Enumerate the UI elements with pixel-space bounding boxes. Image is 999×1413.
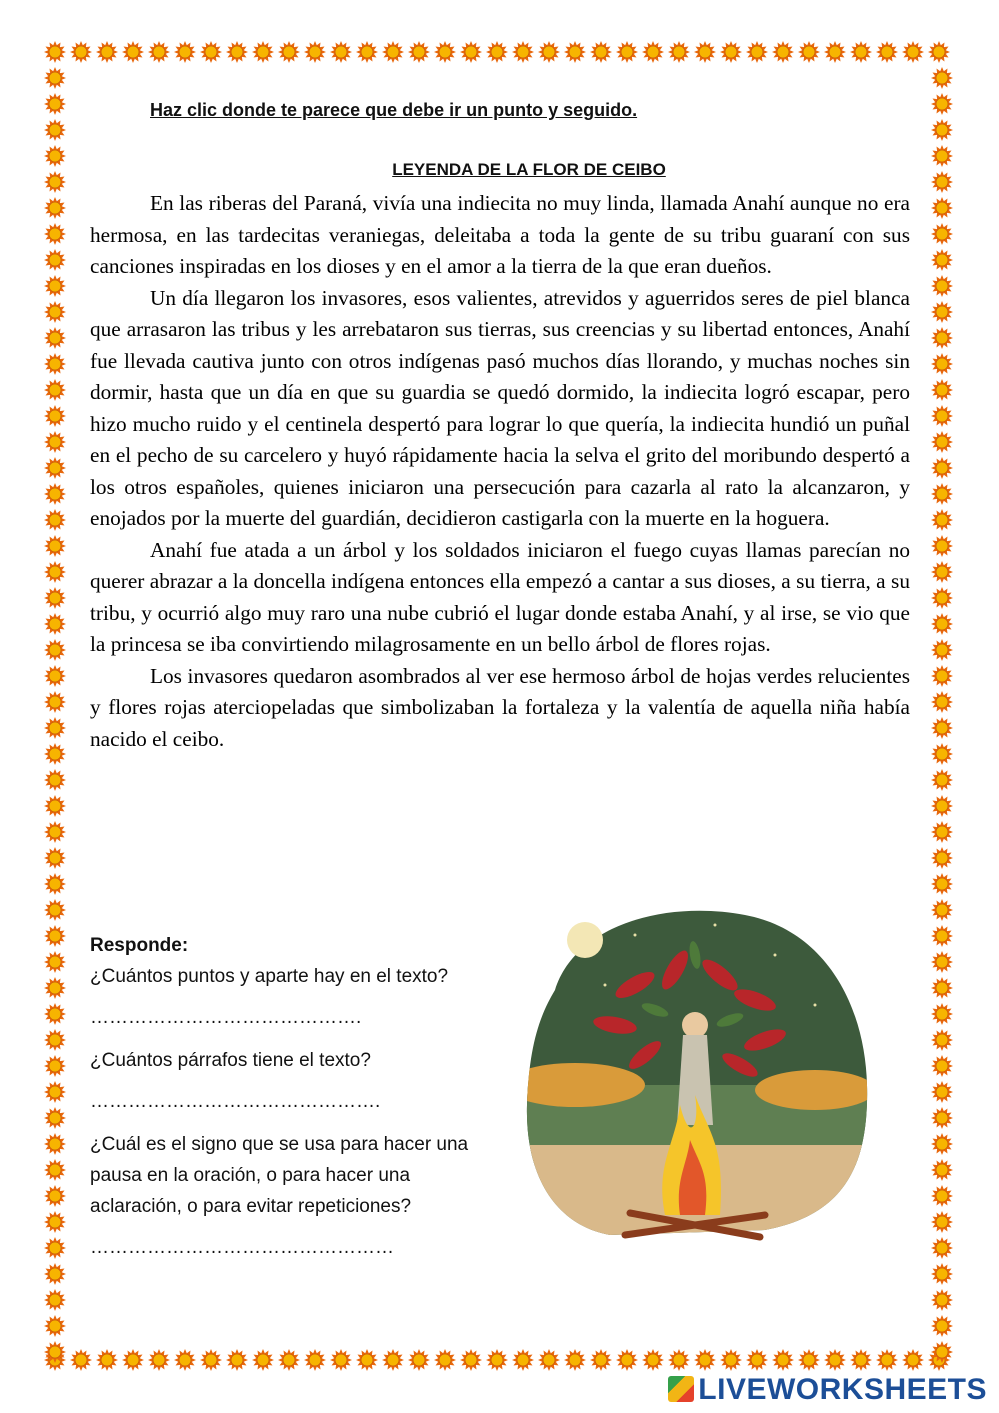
sun-icon: [931, 249, 953, 271]
sun-icon: [460, 41, 482, 63]
sun-icon: [44, 1107, 66, 1129]
liveworksheets-icon: [668, 1376, 694, 1402]
sun-icon: [931, 821, 953, 843]
sun-icon: [931, 119, 953, 141]
sun-icon: [931, 977, 953, 999]
sun-icon: [772, 41, 794, 63]
sun-icon: [931, 769, 953, 791]
sun-icon: [44, 717, 66, 739]
sun-icon: [931, 743, 953, 765]
sun-icon: [720, 41, 742, 63]
sun-icon: [382, 41, 404, 63]
sun-icon: [278, 1349, 300, 1371]
sun-icon: [798, 1349, 820, 1371]
sun-icon: [44, 743, 66, 765]
sun-icon: [931, 1003, 953, 1025]
liveworksheets-logo: [668, 1373, 987, 1407]
sun-icon: [876, 41, 898, 63]
sun-icon: [931, 1211, 953, 1233]
sun-icon: [931, 639, 953, 661]
sun-icon: [668, 1349, 690, 1371]
sun-icon: [44, 795, 66, 817]
sun-icon: [226, 1349, 248, 1371]
sun-icon: [931, 587, 953, 609]
sun-icon: [460, 1349, 482, 1371]
sun-icon: [44, 1263, 66, 1285]
sun-icon: [931, 1029, 953, 1051]
sun-icon: [931, 795, 953, 817]
questions-heading: Responde:: [90, 935, 189, 956]
sun-icon: [252, 41, 274, 63]
sun-icon: [931, 665, 953, 687]
sun-icon: [746, 41, 768, 63]
sun-icon: [226, 41, 248, 63]
sun-icon: [44, 509, 66, 531]
sun-icon: [931, 717, 953, 739]
sun-icon: [148, 1349, 170, 1371]
answer-blank-3[interactable]: …………………………………………: [90, 1237, 394, 1258]
sun-icon: [44, 1029, 66, 1051]
paragraph[interactable]: Un día llegaron los invasores, esos valientes, atrevidos y aguerridos seres de piel blanca que arrasaron las tribus y les arrebataron sus tierras, sus creencias y su libertad entonces, Anahí fue llevada cautiva junto con otros indígenas pasó muchos días llorando, y muchas noches sin dormir, hasta que un día en que su guardia se quedó dormido, la indiecita logró escapar, pero hizo mucho ruido y el centinela despertó para lograr lo que quería, la indiecita hundió un puñal en el pecho de su carcelero y huyó rápidamente hacia la selva el grito del moribundo despertó a los otros españoles, quienes iniciaron una persecución para cazarla al rato la alcanzaron, y enojados por la muerte del guardián, decidieron castigarla con la muerte en la hoguera.: [90, 285, 910, 530]
sun-icon: [931, 457, 953, 479]
sun-icon: [931, 223, 953, 245]
sun-icon: [356, 41, 378, 63]
sun-icon: [382, 1349, 404, 1371]
sun-icon: [772, 1349, 794, 1371]
sun-icon: [304, 41, 326, 63]
sun-icon: [44, 197, 66, 219]
sun-icon: [931, 1237, 953, 1259]
questions-section: [90, 930, 500, 1275]
sun-icon: [44, 1315, 66, 1337]
sun-icon: [44, 925, 66, 947]
answer-blank-1[interactable]: …………………………………….: [90, 1007, 362, 1028]
sun-icon: [44, 41, 66, 63]
sun-icon: [122, 41, 144, 63]
sun-icon: [931, 561, 953, 583]
sun-icon: [44, 1081, 66, 1103]
sun-icon: [931, 197, 953, 219]
sun-icon: [512, 1349, 534, 1371]
sun-icon: [44, 379, 66, 401]
brand-text: LIVEWORKSHEETS: [698, 1373, 987, 1406]
sun-icon: [408, 1349, 430, 1371]
sun-icon: [408, 41, 430, 63]
sun-icon: [44, 535, 66, 557]
sun-icon: [931, 93, 953, 115]
sun-icon: [694, 1349, 716, 1371]
sun-icon: [44, 1289, 66, 1311]
sun-icon: [931, 691, 953, 713]
sun-icon: [931, 1159, 953, 1181]
sun-icon: [434, 41, 456, 63]
sun-icon: [850, 41, 872, 63]
sun-icon: [330, 41, 352, 63]
sun-icon: [44, 353, 66, 375]
sun-icon: [44, 587, 66, 609]
sun-icon: [122, 1349, 144, 1371]
sun-icon: [931, 67, 953, 89]
sun-icon: [486, 41, 508, 63]
sun-icon: [642, 41, 664, 63]
sun-icon: [44, 951, 66, 973]
sun-icon: [44, 67, 66, 89]
sun-icon: [931, 951, 953, 973]
sun-icon: [931, 1263, 953, 1285]
question-2: ¿Cuántos párrafos tiene el texto?: [90, 1050, 371, 1071]
sun-icon: [931, 847, 953, 869]
sun-icon: [44, 457, 66, 479]
sun-icon: [44, 275, 66, 297]
sun-icon: [44, 613, 66, 635]
sun-icon: [931, 873, 953, 895]
sun-icon: [44, 561, 66, 583]
sun-icon: [44, 431, 66, 453]
answer-blank-2[interactable]: ……………………………………….: [90, 1091, 381, 1112]
sun-icon: [876, 1349, 898, 1371]
sun-icon: [902, 41, 924, 63]
sun-icon: [850, 1349, 872, 1371]
sun-icon: [931, 301, 953, 323]
sun-icon: [931, 405, 953, 427]
sun-icon: [720, 1349, 742, 1371]
sun-icon: [148, 41, 170, 63]
sun-icon: [44, 977, 66, 999]
sun-icon: [44, 1211, 66, 1233]
sun-icon: [44, 1185, 66, 1207]
sun-icon: [931, 1185, 953, 1207]
sun-icon: [174, 1349, 196, 1371]
sun-icon: [96, 41, 118, 63]
sun-icon: [931, 327, 953, 349]
sun-icon: [174, 41, 196, 63]
sun-icon: [44, 769, 66, 791]
story-text[interactable]: [90, 188, 910, 755]
paragraph[interactable]: Anahí fue atada a un árbol y los soldados iniciaron el fuego cuyas llamas parecían no querer abrazar a la doncella indígena entonces ella empezó a cantar a sus dioses, a su tierra, a su tribu, y ocurrió algo muy raro una nube cubrió el lugar donde estaba Anahí, y al irse, se vio que la princesa se iba convirtiendo milagrosamente en un bello árbol de flores rojas.: [90, 537, 910, 656]
sun-icon: [200, 41, 222, 63]
question-1: ¿Cuántos puntos y aparte hay en el texto?: [90, 966, 449, 987]
sun-icon: [616, 41, 638, 63]
sun-icon: [44, 691, 66, 713]
sun-icon: [931, 431, 953, 453]
sun-icon: [356, 1349, 378, 1371]
sun-icon: [931, 1315, 953, 1337]
sun-icon: [931, 1133, 953, 1155]
paragraph[interactable]: En las riberas del Paraná, vivía una indiecita no muy linda, llamada Anahí aunque no era hermosa, en las tardecitas veraniegas, deleitaba a toda la gente de su tribu guaraní con sus canciones inspiradas en los dioses y en el amor a la tierra de la que eran dueños.: [90, 191, 910, 278]
sun-icon: [668, 41, 690, 63]
sun-icon: [44, 223, 66, 245]
sun-icon: [44, 899, 66, 921]
sun-icon: [486, 1349, 508, 1371]
sun-icon: [44, 405, 66, 427]
sun-icon: [931, 1055, 953, 1077]
sun-icon: [931, 1289, 953, 1311]
sun-icon: [616, 1349, 638, 1371]
instruction: Haz clic donde te parece que debe ir un punto y seguido.: [150, 100, 638, 120]
sun-icon: [931, 379, 953, 401]
sun-icon: [96, 1349, 118, 1371]
sun-icon: [564, 41, 586, 63]
sun-icon: [694, 41, 716, 63]
sun-icon: [931, 275, 953, 297]
sun-icon: [931, 899, 953, 921]
sun-icon: [44, 483, 66, 505]
sun-icon: [538, 41, 560, 63]
sun-icon: [44, 301, 66, 323]
sun-icon: [564, 1349, 586, 1371]
sun-icon: [44, 1055, 66, 1077]
sun-icon: [538, 1349, 560, 1371]
sun-icon: [590, 41, 612, 63]
sun-icon: [931, 1107, 953, 1129]
sun-icon: [200, 1349, 222, 1371]
sun-icon: [44, 821, 66, 843]
sun-icon: [824, 1349, 846, 1371]
story-title: LEYENDA DE LA FLOR DE CEIBO: [392, 160, 666, 179]
sun-icon: [252, 1349, 274, 1371]
sun-icon: [931, 1081, 953, 1103]
sun-icon: [44, 93, 66, 115]
sun-icon: [931, 613, 953, 635]
sun-icon: [70, 41, 92, 63]
question-3: ¿Cuál es el signo que se usa para hacer una pausa en la oración, o para hacer una aclaración, o para evitar repeticiones?: [90, 1134, 469, 1217]
sun-icon: [928, 41, 950, 63]
sun-icon: [902, 1349, 924, 1371]
sun-icon: [44, 639, 66, 661]
sun-icon: [798, 41, 820, 63]
paragraph[interactable]: Los invasores quedaron asombrados al ver ese hermoso árbol de hojas verdes relucientes y flores rojas aterciopeladas que simbolizaban la fortaleza y la valentía de aquella niña había nacido el ceibo.: [90, 663, 910, 751]
sun-icon: [931, 509, 953, 531]
sun-icon: [44, 249, 66, 271]
sun-icon: [330, 1349, 352, 1371]
sun-icon: [590, 1349, 612, 1371]
sun-icon: [746, 1349, 768, 1371]
sun-icon: [931, 353, 953, 375]
sun-icon: [44, 1159, 66, 1181]
sun-icon: [642, 1349, 664, 1371]
sun-icon: [44, 1133, 66, 1155]
sun-icon: [512, 41, 534, 63]
sun-icon: [44, 847, 66, 869]
sun-icon: [278, 41, 300, 63]
sun-icon: [304, 1349, 326, 1371]
sun-icon: [931, 925, 953, 947]
sun-icon: [931, 483, 953, 505]
sun-icon: [44, 119, 66, 141]
sun-icon: [44, 327, 66, 349]
ceibo-illustration: [515, 895, 870, 1260]
sun-icon: [44, 1003, 66, 1025]
sun-icon: [824, 41, 846, 63]
sun-icon: [44, 665, 66, 687]
sun-icon: [434, 1349, 456, 1371]
sun-icon: [44, 1237, 66, 1259]
sun-icon: [44, 873, 66, 895]
sun-icon: [70, 1349, 92, 1371]
sun-icon: [931, 535, 953, 557]
